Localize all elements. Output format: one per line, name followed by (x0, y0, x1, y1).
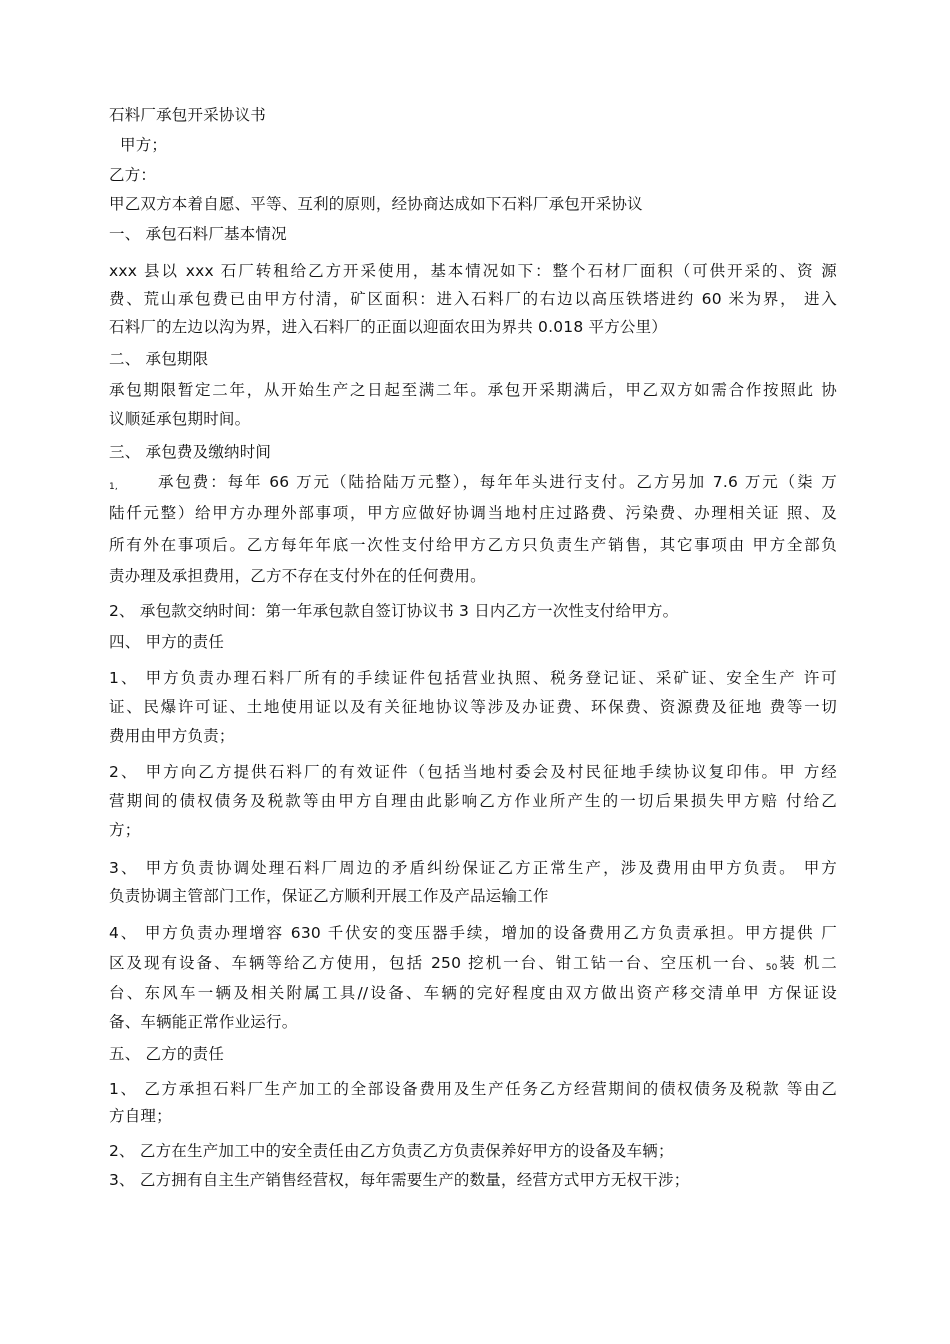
section-4-item-2-line: 方； (109, 821, 141, 839)
section-4-item-4-text: 装 机二 (777, 954, 837, 972)
section-1-heading: 一、 承包石料厂基本情况 (109, 225, 287, 243)
section-4-item-4-small-number: 50 (765, 963, 778, 973)
section-2-line: 承包期限暂定二年，从开始生产之日起至满二年。承包开采期满后，甲乙双方如需合作按照此 协 (109, 381, 837, 399)
section-4-item-4-text: 区及现有设备、车辆等给乙方使用，包括 250 挖机一台、钳工钻一台、空压机一台、 (109, 954, 766, 972)
section-3-item-1-line: 责办理及承担费用，乙方不存在支付外在的任何费用。 (109, 567, 486, 585)
party-a-line: 甲方； (120, 136, 168, 154)
document-title: 石料厂承包开采协议书 (109, 106, 267, 124)
party-b-line: 乙方： (109, 166, 157, 184)
section-4-heading: 四、 甲方的责任 (109, 633, 225, 651)
section-3-item-1-first-line: 承包费：每年 66 万元（陆拾陆万元整），每年年头进行支付。乙方另加 7.6 万元（柒 万 (158, 473, 837, 491)
section-5-item-1-line: 方自理； (109, 1107, 172, 1125)
section-4-item-4-line: 台、东风车一辆及相关附属工具//设备、车辆的完好程度由双方做出资产移交清单甲 方保证设 (109, 984, 837, 1002)
section-1-line: 石料厂的左边以沟为界，进入石料厂的正面以迎面农田为界共 0.018 平方公里） (109, 318, 668, 336)
section-2-line: 议顺延承包期时间。 (109, 410, 251, 428)
section-3-item-2: 2、 承包款交纳时间：第一年承包款自签订协议书 3 日内乙方一次性支付给甲方。 (109, 602, 679, 620)
section-3-item-1-line: 所有外在事项后。乙方每年年底一次性支付给甲方乙方只负责生产销售，其它事项由 甲方全部负 (109, 536, 837, 554)
section-3-heading: 三、 承包费及缴纳时间 (109, 443, 272, 461)
section-4-item-2-line: 营期间的债权债务及税款等由甲方自理由此影响乙方作业所产生的一切后果损失甲方赔 付给乙 (109, 792, 837, 810)
section-4-item-4-line (109, 953, 837, 978)
section-5-item-2: 2、 乙方在生产加工中的安全责任由乙方负责乙方负责保养好甲方的设备及车辆； (109, 1142, 674, 1160)
section-3-item-1-number: 1, (109, 482, 118, 492)
section-4-item-1-line: 费用由甲方负责； (109, 727, 235, 745)
section-4-item-3-line: 负责协调主管部门工作，保证乙方顺利开展工作及产品运输工作 (109, 887, 549, 905)
section-4-item-3-line: 3、 甲方负责协调处理石料厂周边的矛盾纠纷保证乙方正常生产，涉及费用由甲方负责。 甲方 (109, 859, 837, 877)
section-5-item-1-line: 1、 乙方承担石料厂生产加工的全部设备费用及生产任务乙方经营期间的债权债务及税款 等由乙 (109, 1080, 837, 1098)
section-1-line: xxx 县以 xxx 石厂转租给乙方开采使用，基本情况如下：整个石材厂面积（可供开采的、资 源 (109, 262, 837, 280)
section-4-item-4-line: 4、 甲方负责办理增容 630 千伏安的变压器手续，增加的设备费用乙方负责承担。甲方提供 厂 (109, 924, 837, 942)
section-4-item-4-line: 备、车辆能正常作业运行。 (109, 1013, 298, 1031)
section-4-item-2-line: 2、 甲方向乙方提供石料厂的有效证件（包括当地村委会及村民征地手续协议复印伟。甲 方经 (109, 763, 837, 781)
section-5-item-3: 3、 乙方拥有自主生产销售经营权，每年需要生产的数量，经营方式甲方无权干涉； (109, 1171, 690, 1189)
section-4-item-1-line: 1、 甲方负责办理石料厂所有的手续证件包括营业执照、税务登记证、采矿证、安全生产 许可 (109, 669, 837, 687)
section-4-item-1-line: 证、民爆许可证、土地使用证以及有关征地协议等涉及办证费、环保费、资源费及征地 费等一切 (109, 698, 837, 716)
section-2-heading: 二、 承包期限 (109, 350, 209, 368)
section-1-line: 费、荒山承包费已由甲方付清，矿区面积：进入石料厂的右边以高压铁塔进约 60 米为界， 进入 (109, 290, 837, 308)
section-3-item-1-line: 陆仟元整）给甲方办理外部事项，甲方应做好协调当地村庄过路费、污染费、办理相关证 照、及 (109, 504, 837, 522)
preamble: 甲乙双方本着自愿、平等、互利的原则，经协商达成如下石料厂承包开采协议 (109, 195, 643, 213)
section-5-heading: 五、 乙方的责任 (109, 1045, 225, 1063)
